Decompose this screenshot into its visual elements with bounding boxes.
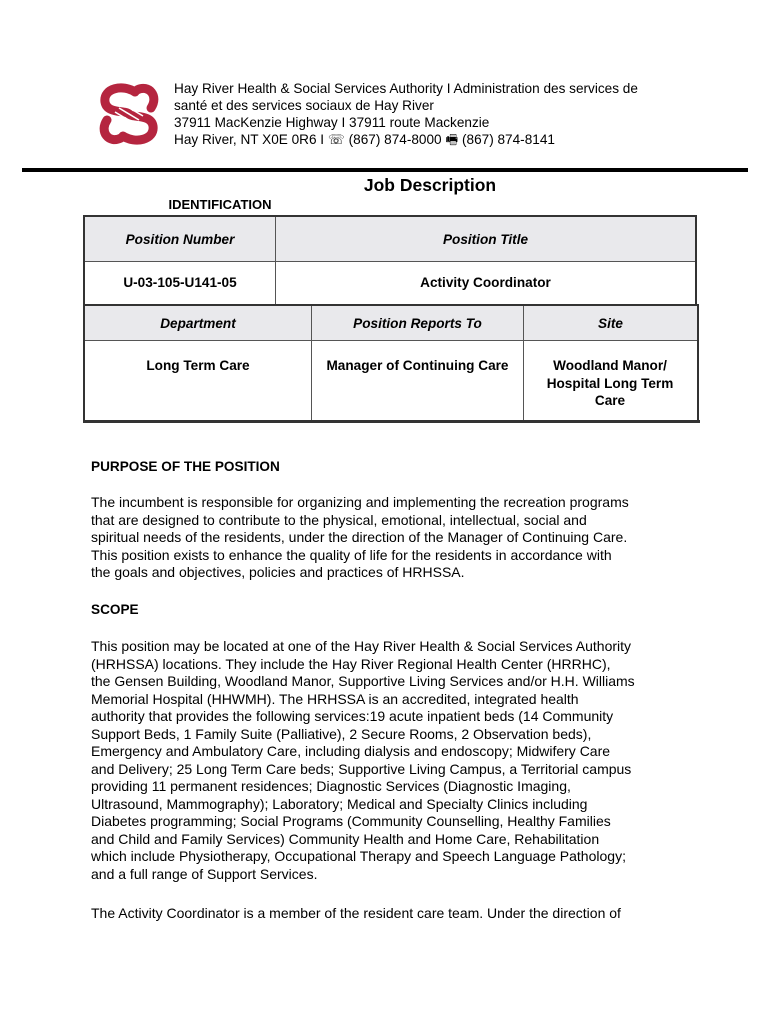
position-title-value: Activity Coordinator (276, 262, 695, 304)
scope-line: which include Physiotherapy, Occupational Therapy and Speech Language Pathology; (91, 848, 626, 864)
scope-line: and Child and Family Services) Community Health and Home Care, Rehabilitation (91, 830, 600, 847)
scope-line: Support Beds, 1 Family Suite (Palliative), 2 Secure Rooms, 2 Observation beds), (91, 725, 592, 742)
scope-line: Ultrasound, Mammography); Laboratory; Medical and Specialty Clinics including (91, 795, 588, 812)
scope-line: (HRHSSA) locations. They include the Hay River Regional Health Center (HRRHC), (91, 655, 611, 672)
site-header: Site (524, 306, 697, 340)
purpose-paragraph (91, 494, 691, 582)
purpose-line: This position exists to enhance the quality of life for the residents in accordance with (91, 546, 612, 563)
scope-paragraph (91, 638, 691, 883)
scope-line: and Delivery; 25 Long Term Care beds; Supportive Living Campus, a Territorial campus (91, 760, 632, 777)
scope-line: the Gensen Building, Woodland Manor, Supportive Living Services and/or H.H. Williams (91, 673, 635, 689)
scope-line: providing 11 permanent residences; Diagnostic Services (Diagnostic Imaging, (91, 778, 571, 794)
closing-line: The Activity Coordinator is a member of the resident care team. Under the direction of (91, 905, 621, 921)
doc-title: Job Description (363, 175, 497, 195)
purpose-line: The incumbent is responsible for organizing and implementing the recreation programs (91, 494, 629, 510)
department-header: Department (85, 306, 311, 340)
scope-line: This position may be located at one of the Hay River Health & Social Services Authority (91, 638, 632, 654)
scope-line: authority that provides the following services:19 acute inpatient beds (14 Community (91, 708, 614, 724)
scope-line: Memorial Hospital (HHWMH). The HRHSSA is an accredited, integrated health (91, 690, 579, 707)
position-number-value: U-03-105-U141-05 (85, 262, 275, 304)
purpose-line: the goals and objectives, policies and practices of HRHSSA. (91, 564, 465, 580)
scope-heading: SCOPE (91, 602, 139, 617)
scope-line: and a full range of Support Services. (91, 865, 318, 882)
header-line-2: santé et des services sociaux de Hay River (174, 98, 434, 113)
scope-line: Diabetes programming; Social Programs (Community Counselling, Healthy Families (91, 813, 611, 829)
header-line-3: 37911 MacKenzie Highway I 37911 route Mackenzie (174, 115, 490, 130)
header-divider (22, 168, 748, 172)
position-title-header: Position Title (276, 217, 695, 261)
purpose-line: spiritual needs of the residents, under the direction of the Manager of Continuing Care. (91, 529, 628, 545)
identification-label: IDENTIFICATION (168, 197, 272, 212)
table-border-right-top (695, 215, 697, 305)
hrhssa-logo-icon (95, 80, 163, 148)
table-border-right-bottom (697, 305, 699, 422)
table-border-bottom (83, 420, 700, 423)
closing-paragraph (91, 905, 691, 923)
col-divider-3 (523, 306, 524, 420)
organization-header (174, 80, 638, 148)
purpose-heading: PURPOSE OF THE POSITION (91, 459, 280, 474)
scope-line: Emergency and Ambulatory Care, including dialysis and endoscopy; Midwifery Care (91, 743, 611, 759)
header-line-4: Hay River, NT X0E 0R6 I ☏ (867) 874-8000 🖷 (867) 874-8141 (174, 132, 555, 147)
header-line-1: Hay River Health & Social Services Authority I Administration des services de (174, 81, 638, 96)
reports-to-value: Manager of Continuing Care (320, 357, 515, 417)
purpose-line: that are designed to contribute to the physical, emotional, intellectual, social and (91, 511, 587, 528)
department-value: Long Term Care (85, 357, 311, 417)
site-value: Woodland Manor/ Hospital Long Term Care (530, 357, 690, 417)
col-divider-2 (311, 306, 312, 420)
reports-to-header: Position Reports To (312, 306, 523, 340)
row-divider-3 (85, 340, 697, 341)
position-number-header: Position Number (85, 217, 275, 261)
